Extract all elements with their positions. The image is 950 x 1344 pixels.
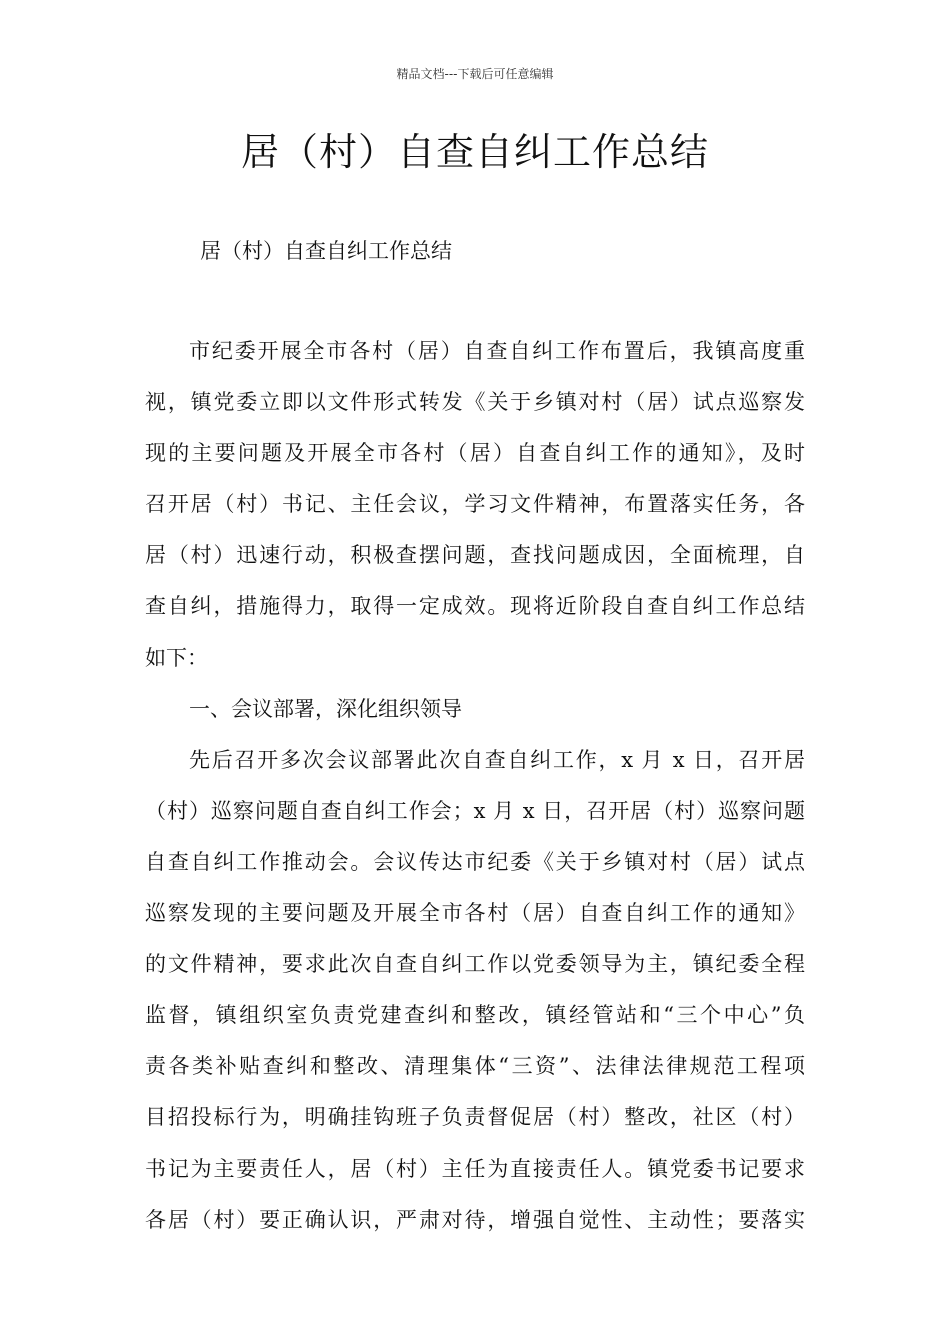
text-line: 居（村）迅速行动，积极查摆问题，查找问题成因，全面梳理，自 (145, 543, 805, 568)
text-line: 市纪委开展全市各村（居）自查自纠工作布置后，我镇高度重 (189, 339, 805, 363)
text-line: 现的主要问题及开展全市各村（居）自查自纠工作的通知》，及时 (145, 441, 805, 466)
text-line: 先后召开多次会议部署此次自查自纠工作，x 月 x 日，召开居 (189, 747, 805, 772)
text-line: 查自纠，措施得力，取得一定成效。现将近阶段自查自纠工作总结 (145, 594, 805, 619)
text-line: 一、会议部署，深化组织领导 (189, 696, 462, 721)
text-line: 的文件精神，要求此次自查自纠工作以党委领导为主，镇纪委全程 (145, 952, 805, 977)
document-title: 居（村）自查自纠工作总结 (240, 130, 709, 174)
text-line: 自查自纠工作推动会。会议传达市纪委《关于乡镇对村（居）试点 (145, 849, 805, 874)
text-line: 责各类补贴查纠和整改、清理集体“三资”、法律法律规范工程项 (145, 1054, 805, 1079)
body-text (145, 334, 805, 1254)
header-note: 精品文档---下载后可任意编辑 (396, 67, 554, 81)
text-line: （村）巡察问题自查自纠工作会；x 月 x 日，召开居（村）巡察问题 (145, 798, 805, 823)
text-line: 书记为主要责任人，居（村）主任为直接责任人。镇党委书记要求 (145, 1156, 805, 1181)
text-line: 如下： (145, 645, 208, 670)
text-line: 召开居（村）书记、主任会议，学习文件精神，布置落实任务，各 (145, 492, 805, 517)
text-line: 各居（村）要正确认识，严肃对待，增强自觉性、主动性；要落实 (145, 1207, 805, 1232)
text-line: 视，镇党委立即以文件形式转发《关于乡镇对村（居）试点巡察发 (145, 390, 805, 415)
document-subtitle: 居（村）自查自纠工作总结 (200, 239, 452, 263)
text-line: 巡察发现的主要问题及开展全市各村（居）自查自纠工作的通知》 (145, 901, 805, 926)
text-line: 目招投标行为，明确挂钩班子负责督促居（村）整改，社区（村） (145, 1105, 805, 1130)
text-line: 监督，镇组织室负责党建查纠和整改，镇经管站和“三个中心”负 (145, 1003, 805, 1028)
